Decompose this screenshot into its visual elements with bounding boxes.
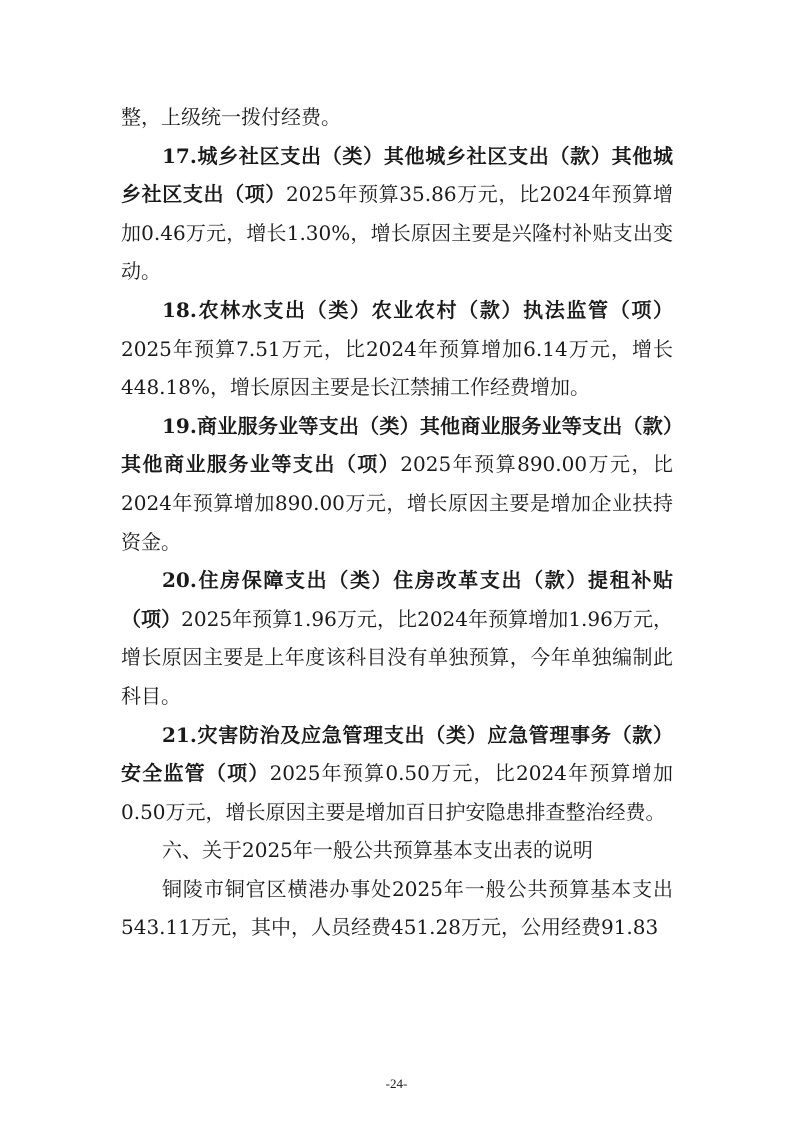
item-text: 2025年预算35.86万元，比2024年预算增加0.46万元，增长1.30%，增长原因主要是兴隆村补贴支出变动。 (121, 182, 673, 284)
paragraph-item-17 (121, 137, 673, 291)
paragraph-text: 整，上级统一拨付经费。 (121, 105, 341, 129)
item-text: 2025年预算890.00万元，比2024年预算增加890.00万元，增长原因主要是增加企业扶持资金。 (121, 452, 673, 554)
item-heading: 21.灾害防治及应急管理支出（类）应急管理事务（款）安全监管（项） (121, 722, 673, 786)
paragraph-item-18 (121, 291, 673, 407)
paragraph-basic-expenditure (121, 870, 673, 947)
paragraph-continuation (121, 98, 673, 137)
item-heading: 18.农林水支出（类）农业农村（款）执法监管（项） (162, 297, 673, 322)
item-text: 2025年预算0.50万元，比2024年预算增加0.50万元，增长原因主要是增加百日护安隐患排查整治经费。 (121, 761, 674, 824)
paragraph-item-20 (121, 561, 673, 715)
page-number: -24- (385, 1076, 408, 1091)
item-heading: 17.城乡社区支出（类）其他城乡社区支出（款）其他城乡社区支出（项） (121, 143, 673, 207)
document-body (121, 98, 673, 947)
item-text: 2025年预算1.96万元，比2024年预算增加1.96万元，增长原因主要是上年度该科目没有单独预算，今年单独编制此科目。 (121, 606, 674, 708)
paragraph-item-19 (121, 407, 673, 561)
section-heading-text: 六、关于2025年一般公共预算基本支出表的说明 (162, 838, 593, 863)
item-heading: 20.住房保障支出（类）住房改革支出（款）提租补贴（项） (121, 568, 673, 631)
section-heading-6 (121, 831, 673, 870)
item-heading: 19.商业服务业等支出（类）其他商业服务业等支出（款）其他商业服务业等支出（项） (121, 413, 673, 477)
paragraph-item-21 (121, 716, 673, 832)
item-text: 2025年预算7.51万元，比2024年预算增加6.14万元，增长448.18%，增长原因主要是长江禁捕工作经费增加。 (121, 336, 673, 400)
paragraph-text: 铜陵市铜官区横港办事处2025年一般公共预算基本支出543.11万元，其中，人员经费451.28万元，公用经费91.83 (121, 876, 673, 940)
